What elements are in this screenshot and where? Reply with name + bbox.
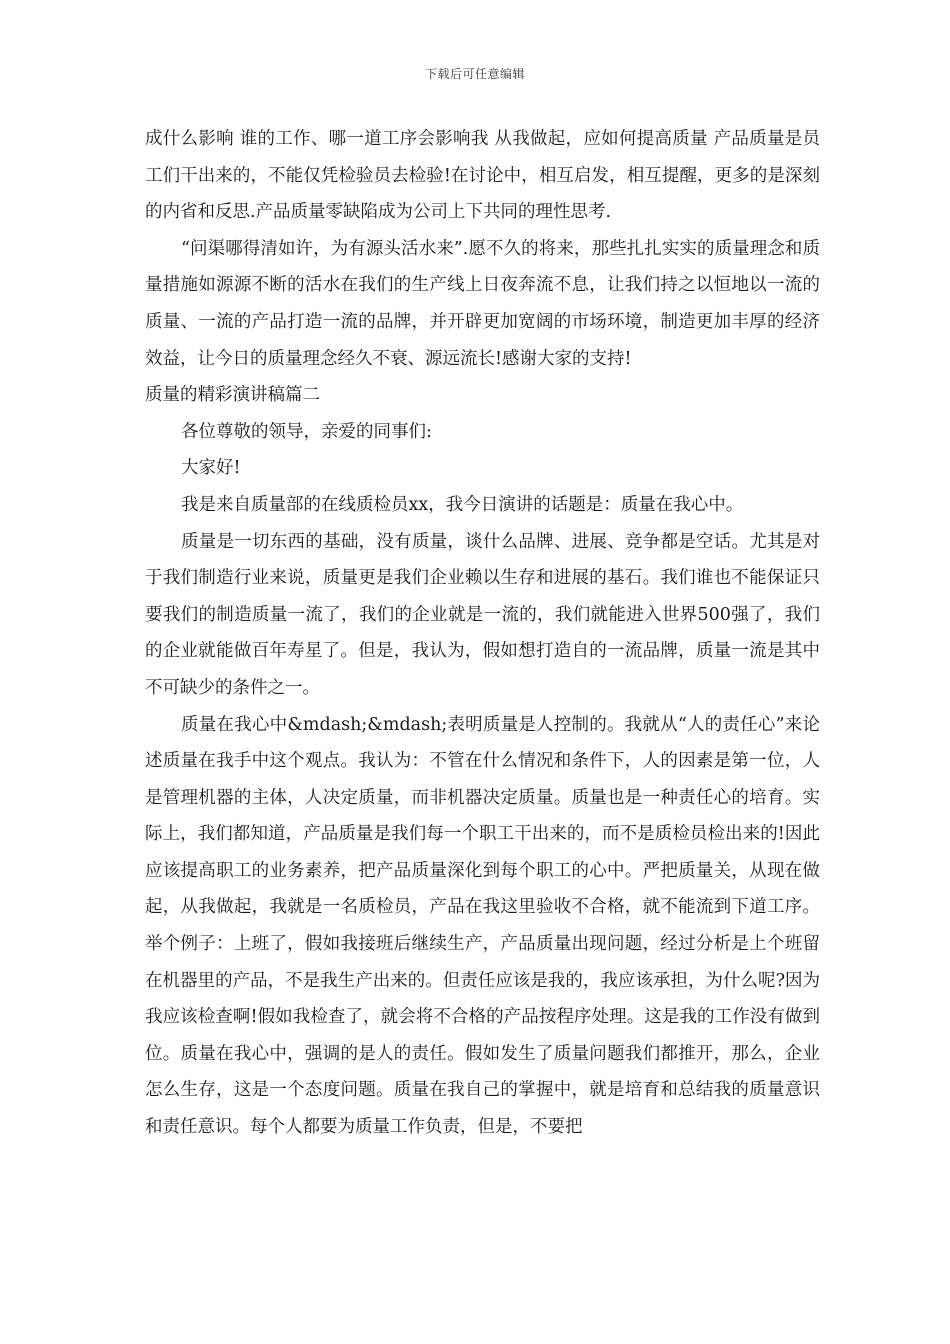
section-heading: 质量的精彩演讲稿篇二: [145, 385, 320, 406]
paragraph-quality-responsibility: 质量在我心中&mdash;&mdash;表明质量是人控制的。我就从“人的责任心”来论述质量在我手中这个观点。我认为：不管在什么情况和条件下，人的因素是第一位，人是管理机器的主体，人决定质量，而非机器决定质量。质量也是一种责任心的培育。实际上，我们都知道，产品质量是我们每一个职工干出来的，而不是质检员检出来的!因此应该提高职工的业务素养，把产品质量深化到每个职工的心中。严把质量关，从现在做起，从我做起，我就是一名质检员，产品在我这里验收不合格，就不能流到下道工序。举个例子：上班了，假如我接班后继续生产，产品质量出现问题，经过分析是上个班留在机器里的产品，不是我生产出来的。但责任应该是我的，我应该承担，为什么呢?因为我应该检查啊!假如我检查了，就会将不合格的产品按程序处理。这是我的工作没有做到位。质量在我心中，强调的是人的责任。假如发生了质量问题我们都推开，那么，企业怎么生存，这是一个态度问题。质量在我自己的掌握中，就是培育和总结我的质量意识和责任意识。每个人都要为质量工作负责，但是，不要把: [145, 714, 820, 1138]
paragraph-2: “问渠哪得清如许，为有源头活水来”.愿不久的将来，那些扎扎实实的质量理念和质量措施如源源不断的活水在我们的生产线上日夜奔流不息，让我们持之以恒地以一流的质量、一流的产品打造一流的品牌，并开辟更加宽阔的市场环境，制造更加丰厚的经济效益，让今日的质量理念经久不衰、源远流长!感谢大家的支持!: [145, 238, 820, 369]
paragraph-1: 成什么影响 谁的工作、哪一道工序会影响我 从我做起，应如何提高质量 产品质量是员工们干出来的，不能仅凭检验员去检验!在讨论中，相互启发，相互提醒，更多的是深刻的内省和反思.产品质量零缺陷成为公司上下共同的理性思考.: [145, 129, 820, 223]
paragraph-hello: 大家好!: [181, 458, 241, 479]
paragraph-greeting: 各位尊敬的领导，亲爱的同事们:: [181, 421, 432, 442]
page-header: 下载后可任意编辑: [424, 67, 525, 81]
document-body: [145, 121, 820, 1146]
paragraph-quality-foundation: 质量是一切东西的基础，没有质量，谈什么品牌、进展、竞争都是空话。尤其是对于我们制造行业来说，质量更是我们企业赖以生存和进展的基石。我们谁也不能保证只要我们的制造质量一流了，我们的企业就是一流的，我们就能进入世界500强了，我们的企业就能做百年寿星了。但是，我认为，假如想打造自的一流品牌，质量一流是其中不可缺少的条件之一。: [145, 531, 820, 698]
paragraph-intro: 我是来自质量部的在线质检员xx，我今日演讲的话题是：质量在我心中。: [181, 494, 744, 515]
